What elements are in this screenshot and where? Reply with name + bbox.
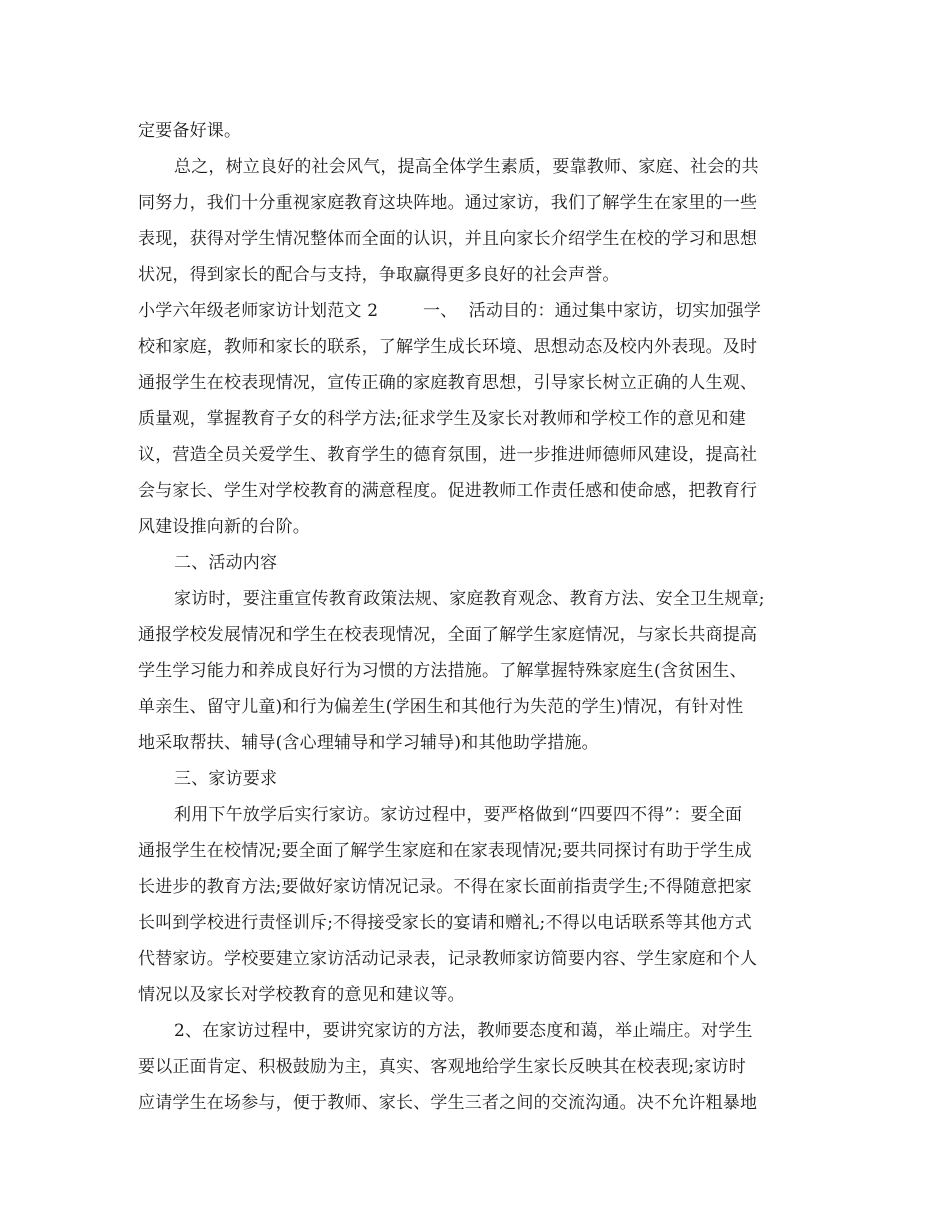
text-line: 通报学生在校情况;要全面了解学生家庭和在家表现情况;要共同探讨有助于学生成 [138,841,752,861]
text-line: 状况，得到家长的配合与支持，争取赢得更多良好的社会声誉。 [138,265,620,285]
text-line: 应请学生在场参与，便于教师、家长、学生三者之间的交流沟通。决不允许粗暴地 [138,1093,758,1113]
section-title-line: 小学六年级老师家访计划范文 2 一、 活动目的：通过集中家访，切实加强学 [138,301,762,321]
text-line: 同努力，我们十分重视家庭教育这块阵地。通过家访，我们了解学生在家里的一些 [138,193,758,213]
paragraph-start-line: 家访时，要注重宣传教育政策法规、家庭教育观念、教育方法、安全卫生规章; [174,589,765,609]
text-line: 长进步的教育方法;要做好家访情况记录。不得在家长面前指责学生;不得随意把家 [138,877,752,897]
text-line: 风建设推向新的台阶。 [138,517,310,537]
text-line: 代替家访。学校要建立家访活动记录表，记录教师家访简要内容、学生家庭和个人 [138,949,758,969]
text-line: 通报学生在校表现情况，宣传正确的家庭教育思想，引导家长树立正确的人生观、 [138,373,758,393]
section-heading-activity-content: 二、活动内容 [174,553,278,573]
paragraph-start-line: 总之，树立良好的社会风气，提高全体学生素质，要靠教师、家庭、社会的共 [174,157,759,177]
text-line: 议，营造全员关爱学生、教育学生的德育氛围，进一步推进师德师风建设，提高社 [138,445,758,465]
text-line: 通报学校发展情况和学生在校表现情况，全面了解学生家庭情况，与家长共商提高 [138,625,758,645]
text-line: 校和家庭，教师和家长的联系，了解学生成长环境、思想动态及校内外表现。及时 [138,337,758,357]
text-line: 定要备好课。 [138,121,242,141]
paragraph-start-line: 利用下午放学后实行家访。家访过程中，要严格做到“四要四不得”：要全面 [174,805,743,825]
text-line: 长叫到学校进行责怪训斥;不得接受家长的宴请和赠礼;不得以电话联系等其他方式 [138,913,752,933]
text-line: 质量观，掌握教育子女的科学方法;征求学生及家长对教师和学校工作的意见和建 [138,409,746,429]
text-line: 要以正面肯定、积极鼓励为主，真实、客观地给学生家长反映其在校表现;家访时 [138,1057,746,1077]
text-line: 地采取帮扶、辅导(含心理辅导和学习辅导)和其他助学措施。 [138,733,599,753]
document-body [138,113,838,1121]
text-line: 情况以及家长对学校教育的意见和建议等。 [138,985,465,1005]
text-line: 表现，获得对学生情况整体而全面的认识，并且向家长介绍学生在校的学习和思想 [138,229,758,249]
paragraph-start-line: 2、在家访过程中，要讲究家访的方法，教师要态度和蔼，举止端庄。对学生 [174,1021,753,1041]
text-line: 会与家长、学生对学校教育的满意程度。促进教师工作责任感和使命感，把教育行 [138,481,758,501]
text-line: 单亲生、留守儿童)和行为偏差生(学困生和其他行为失范的学生)情况，有针对性 [138,697,744,717]
section-heading-visit-requirements: 三、家访要求 [174,769,278,789]
text-line: 学生学习能力和养成良好行为习惯的方法措施。了解掌握特殊家庭生(含贫困生、 [138,661,747,681]
